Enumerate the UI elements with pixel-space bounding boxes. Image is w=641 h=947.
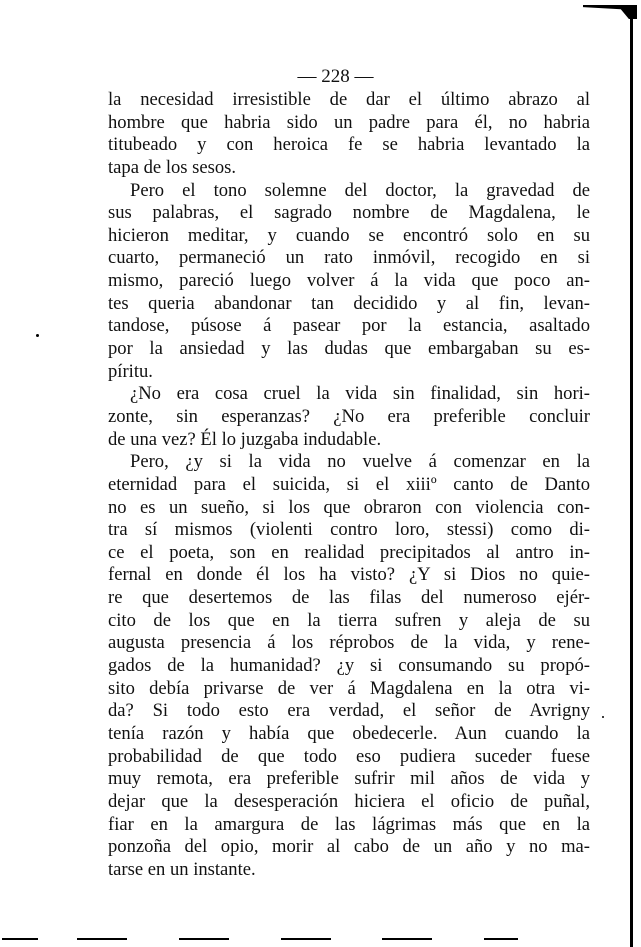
text-line: la necesidad irresistible de dar el último abrazo al <box>108 89 590 110</box>
text-line: muy remota, era preferible sufrir mil años de vida y <box>108 768 590 790</box>
scan-speck <box>36 334 39 337</box>
bottom-rule <box>2 938 38 940</box>
text-line: ponzoña del opio, morir al cabo de un año y no ma- <box>108 836 590 858</box>
text-line: tes queria abandonar tan decidido y al fin, levan- <box>108 292 590 314</box>
text-line: fiar en la amargura de las lágrimas más que en la <box>108 813 590 835</box>
text-line: dejar que la desesperación hiciera el oficio de puñal, <box>108 790 590 812</box>
text-line: eternidad para el suicida, si el xiiiº canto de Danto <box>108 473 590 495</box>
scan-edge-shadow <box>583 5 637 19</box>
text-line: tandose, púsose á pasear por la estancia, asaltado <box>108 315 590 337</box>
bottom-rule <box>77 938 127 940</box>
page-edge-line <box>630 6 633 947</box>
text-line: titubeado y con heroica fe se habria levantado la <box>108 134 590 156</box>
text-line: re que desertemos de las filas del numeroso ejér- <box>108 587 590 609</box>
text-line: gados de la humanidad? ¿y si consumando su propó- <box>108 655 590 677</box>
text-line: tra sí mismos (violenti contro loro, stessi) como di- <box>108 519 590 541</box>
text-line: fernal en donde él los ha visto? ¿Y si Dios no quie- <box>108 564 590 586</box>
bottom-rule <box>382 938 432 940</box>
text-line: hicieron meditar, y cuando se encontró solo en su <box>108 224 590 246</box>
body-text <box>108 89 590 881</box>
text-line: Pero, ¿y si la vida no vuelve á comenzar en la <box>130 451 590 473</box>
text-line: cito de los que en la tierra sufren y aleja de su <box>108 609 590 631</box>
bottom-rule <box>281 938 331 940</box>
text-line: da? Si todo esto era verdad, el señor de Avrigny <box>108 700 590 722</box>
text-line: píritu. <box>108 360 153 382</box>
text-line: Pero el tono solemne del doctor, la gravedad de <box>130 179 590 201</box>
text-line: ce el poeta, son en realidad precipitados al antro in- <box>108 541 590 563</box>
page-number: — 228 — <box>297 66 374 87</box>
text-line: sito debía privarse de ver á Magdalena en la otra vi- <box>108 677 590 699</box>
text-line: mismo, pareció luego volver á la vida que poco an- <box>108 270 590 292</box>
text-line: tarse en un instante. <box>108 858 256 880</box>
text-line: hombre que habria sido un padre para él, no habria <box>108 111 590 133</box>
text-line: por la ansiedad y las dudas que embargaban su es- <box>108 338 590 360</box>
bottom-rule <box>179 938 229 940</box>
text-line: ¿No era cosa cruel la vida sin finalidad, sin hori- <box>130 383 590 405</box>
text-line: cuarto, permaneció un rato inmóvil, recogido en si <box>108 247 590 269</box>
text-line: tenía razón y había que obedecerle. Aun cuando la <box>108 722 590 744</box>
text-line: probabilidad de que todo eso pudiera suceder fuese <box>108 745 590 767</box>
text-line: tapa de los sesos. <box>108 156 237 178</box>
text-line: augusta presencia á los réprobos de la vida, y rene- <box>108 632 590 654</box>
text-line: zonte, sin esperanzas? ¿No era preferible concluir <box>108 405 590 427</box>
text-line: de una vez? Él lo juzgaba indudable. <box>108 428 382 450</box>
text-line: sus palabras, el sagrado nombre de Magdalena, le <box>108 202 590 224</box>
scan-speck <box>602 716 604 718</box>
text-line: no es un sueño, si los que obraron con violencia con- <box>108 496 590 518</box>
bottom-rule <box>484 938 518 940</box>
